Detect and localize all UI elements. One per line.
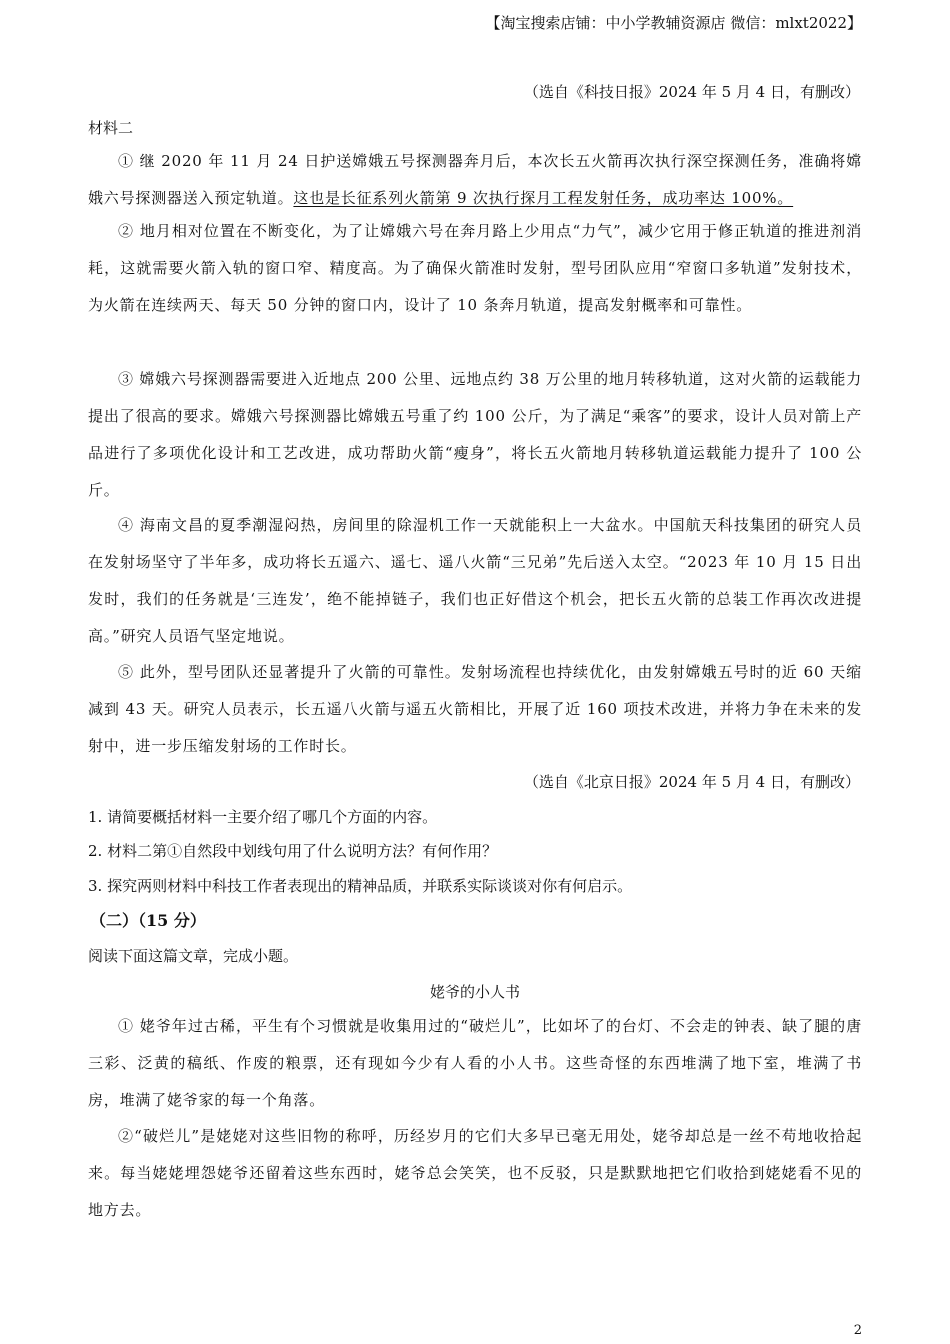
- material2-paragraph-1: [88, 143, 862, 217]
- reading-instruction: 阅读下面这篇文章，完成小题。: [88, 947, 299, 965]
- article-paragraph-1: ① 姥爷年过古稀，平生有个习惯就是收集用过的“破烂儿”，比如坏了的台灯、不会走的钟表、缺了腿的唐三彩、泛黄的稿纸、作废的粮票，还有现如今少有人看的小人书。这些奇怪的东西堆满了地下室，堆满了书房，堆满了姥爷家的每一个角落。: [88, 1017, 862, 1109]
- question-3: 3. 探究两则材料中科技工作者表现出的精神品质，并联系实际谈谈对你有何启示。: [88, 877, 633, 895]
- paragraph-1-lead: ① 继 2020 年 11 月 24 日护送嫦娥五号探测器奔月后，本次长五火箭再次执行深空探测任务，准确将嫦娥六号探测器送入预定轨道。: [88, 152, 862, 207]
- material2-heading: 材料二: [88, 119, 134, 137]
- material2-paragraph-3: ③ 嫦娥六号探测器需要进入近地点 200 公里、远地点约 38 万公里的地月转移轨道，这对火箭的运载能力提出了很高的要求。嫦娥六号探测器比嫦娥五号重了约 100 公斤，为了满足“乘客”的要求，设计人员对箭上产品进行了多项优化设计和工艺改进，成功帮助火箭“瘦身”，将长五火箭地月转移轨道运载能力提升了 100 公斤。: [88, 370, 862, 499]
- article-paragraph-2: ②“破烂儿”是姥姥对这些旧物的称呼，历经岁月的它们大多早已毫无用处，姥爷却总是一丝不苟地收拾起来。每当姥姥埋怨姥爷还留着这些东西时，姥爷总会笑笑，也不反驳，只是默默地把它们收拾到姥姥看不见的地方去。: [88, 1127, 862, 1219]
- material2-paragraph-5: ⑤ 此外，型号团队还显著提升了火箭的可靠性。发射场流程也持续优化，由发射嫦娥五号时的近 60 天缩减到 43 天。研究人员表示，长五遥八火箭与遥五火箭相比，开展了近 160 项技术改进，并将力争在未来的发射中，进一步压缩发射场的工作时长。: [88, 663, 862, 755]
- question-1: 1. 请简要概括材料一主要介绍了哪几个方面的内容。: [88, 808, 438, 826]
- material2-paragraph-2: ② 地月相对位置在不断变化，为了让嫦娥六号在奔月路上少用点“力气”，减少它用于修正轨道的推进剂消耗，这就需要火箭入轨的窗口窄、精度高。为了确保火箭准时发射，型号团队应用“窄窗口多轨道”发射技术，为火箭在连续两天、每天 50 分钟的窗口内，设计了 10 条奔月轨道，提高发射概率和可靠性。: [88, 222, 862, 314]
- material2-source: （选自《北京日报》2024 年 5 月 4 日，有删改）: [523, 773, 860, 791]
- section-2-heading: （二）（15 分）: [90, 911, 206, 930]
- material2-paragraph-4: ④ 海南文昌的夏季潮湿闷热，房间里的除湿机工作一天就能积上一大盆水。中国航天科技集团的研究人员在发射场坚守了半年多，成功将长五遥六、遥七、遥八火箭“三兄弟”先后送入太空。“2023 年 10 月 15 日出发时，我们的任务就是‘三连发’，绝不能掉链子，我们也正好借这个机会，把长五火箭的总装工作再次改进提高。”研究人员语气坚定地说。: [88, 516, 862, 645]
- question-2: 2. 材料二第①自然段中划线句用了什么说明方法？有何作用？: [88, 842, 498, 860]
- header-shop-note: 【淘宝搜索店铺：中小学教辅资源店 微信：mlxt2022】: [485, 14, 862, 32]
- underlined-sentence: 这也是长征系列火箭第 9 次执行探月工程发射任务，成功率达 100%。: [293, 189, 794, 207]
- page-number: 2: [853, 1323, 862, 1338]
- material1-source: （选自《科技日报》2024 年 5 月 4 日，有删改）: [523, 83, 860, 101]
- article-title: 姥爷的小人书: [429, 983, 520, 1001]
